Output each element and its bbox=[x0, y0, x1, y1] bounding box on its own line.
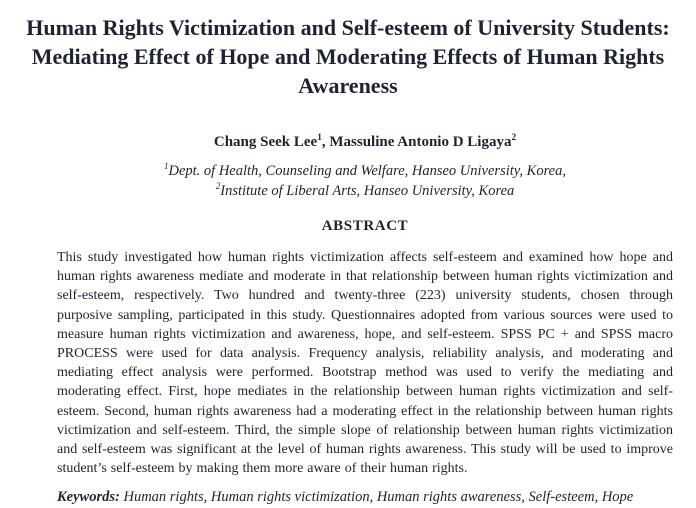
abstract-text: This study investigated how human rights victimization affects self-esteem and examined how hope and human rights awareness mediate and moderate in that relationship between human rights victimization and self-esteem, respectively. Two hundred and twenty-three (223) university students, chosen through purposive sampling, participated in this study. Questionnaires adopted from various sources were used to measure human rights victimization and awareness, hope, and self-esteem. SPSS PC + and SPSS macro PROCESS were used for data analysis. Frequency analysis, reliability analysis, and moderating and mediating effect analysis were performed. Bootstrap method was used to verify the mediating and moderating effect. First, hope mediates in the relationship between human rights victimization and self-esteem. Second, human rights awareness had a moderating effect in the relationship between human rights victimization and self-esteem. Third, the simple slope of relationship between human rights victimization and self-esteem was significant at the level of human rights awareness. This study will be used to improve student’s self-esteem by making them more aware of their human rights. bbox=[57, 250, 673, 477]
affiliation-superscript-1: 1 bbox=[163, 161, 169, 172]
author-name-1: Chang Seek Lee bbox=[213, 134, 318, 150]
affiliation-superscript-2: 2 bbox=[215, 181, 221, 192]
affiliation-line-2 bbox=[57, 181, 673, 201]
title-line-2: Mediating Effect of Hope and Moderating Effects of Human Rights bbox=[31, 44, 665, 69]
keywords-text: Human rights, Human rights victimization, Human rights awareness, Self-esteem, Hope bbox=[123, 489, 634, 506]
affiliation-line-1 bbox=[57, 161, 673, 181]
affiliations-block bbox=[57, 161, 673, 201]
author-superscript-1: 1 bbox=[317, 133, 322, 143]
author-separator: , bbox=[321, 134, 330, 150]
abstract-heading: ABSTRACT bbox=[321, 218, 409, 234]
title-line-1: Human Rights Victimization and Self-esteem of University Students: bbox=[26, 15, 670, 40]
paper-title bbox=[18, 13, 678, 100]
keywords-label: Keywords: bbox=[57, 489, 120, 506]
affiliation-text-2: Institute of Liberal Arts, Hanseo University, Korea bbox=[220, 183, 515, 199]
affiliation-text-1: Dept. of Health, Counseling and Welfare, Hanseo University, Korea, bbox=[168, 163, 566, 179]
keywords-line bbox=[57, 488, 673, 507]
authors-line bbox=[57, 133, 673, 151]
author-superscript-2: 2 bbox=[511, 133, 517, 143]
author-name-2: Massuline Antonio D Ligaya bbox=[329, 134, 512, 150]
content-column bbox=[0, 133, 696, 507]
title-line-3: Awareness bbox=[298, 73, 398, 98]
